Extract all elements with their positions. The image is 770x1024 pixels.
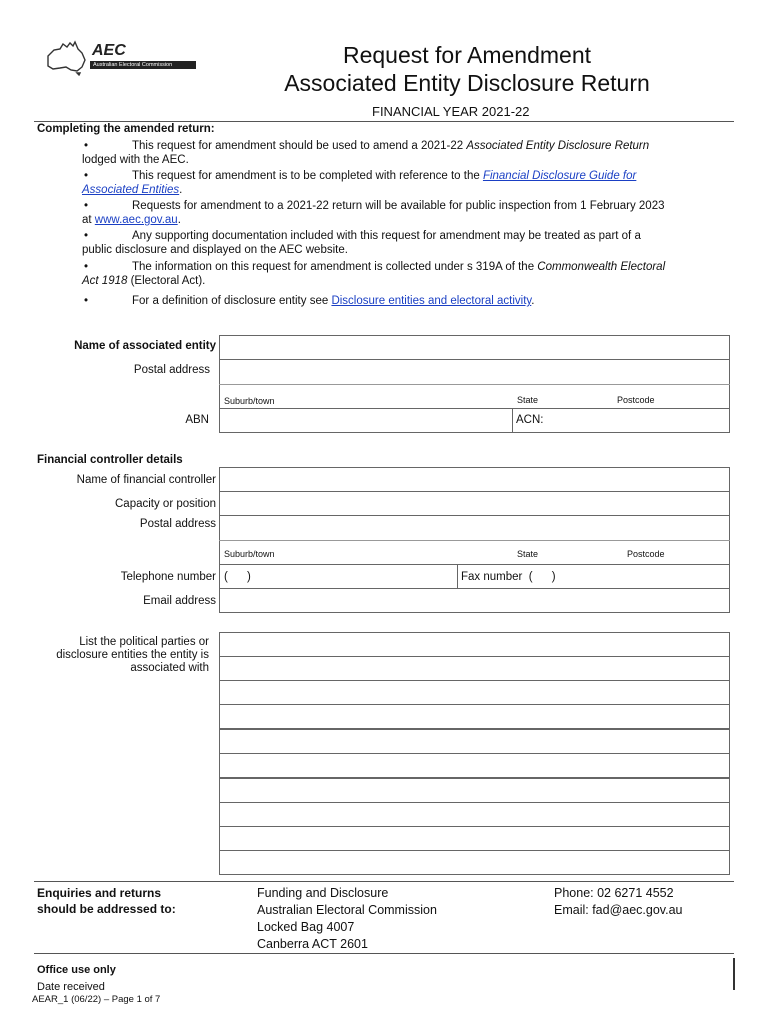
entity-postal-label: Postal address bbox=[133, 364, 210, 376]
office-use-vertical-rule bbox=[733, 958, 735, 990]
party-row-7[interactable] bbox=[219, 778, 730, 803]
header-divider bbox=[34, 121, 734, 122]
australia-map-icon bbox=[44, 40, 90, 76]
bullet-5: • The information on this request for amendment is collected under s 319A of the Commonwealth Electoral bbox=[84, 261, 666, 273]
logo-subtext: Australian Electoral Commission bbox=[90, 61, 196, 69]
financial-year: FINANCIAL YEAR 2021-22 bbox=[372, 104, 530, 119]
enquiries-address: Funding and Disclosure Australian Electoral Commission Locked Bag 4007 Canberra ACT 2601 bbox=[257, 886, 437, 951]
capacity-label: Capacity or position bbox=[115, 498, 216, 510]
entity-state-label: State bbox=[517, 395, 539, 405]
controller-name-label: Name of financial controller bbox=[76, 474, 216, 486]
enquiries-contact: Phone: 02 6271 4552 Email: fad@aec.gov.au bbox=[554, 886, 683, 917]
parties-label: List the political parties or disclosure entities the entity is associated with bbox=[56, 636, 209, 674]
acn-field[interactable] bbox=[512, 408, 730, 433]
bullet-3: • Requests for amendment to a 2021-22 return will be available for public inspection from 1 February 2023 bbox=[84, 200, 665, 212]
bullet-1-cont: lodged with the AEC. bbox=[82, 154, 189, 166]
date-received-label: Date received bbox=[37, 981, 105, 992]
controller-state-label: State bbox=[517, 549, 539, 559]
abn-label: ABN bbox=[185, 414, 209, 426]
disclosure-entities-link[interactable]: Disclosure entities and electoral activity bbox=[331, 295, 532, 307]
bullet-2-cont: Associated Entities. bbox=[82, 184, 183, 196]
email-label: Email address bbox=[143, 595, 216, 607]
page-title-line2: Associated Entity Disclosure Return bbox=[284, 70, 650, 96]
bullet-6: • For a definition of disclosure entity see Disclosure entities and electoral activity. bbox=[84, 295, 535, 307]
party-row-6[interactable] bbox=[219, 753, 730, 778]
enquiries-divider bbox=[34, 881, 734, 882]
party-row-4[interactable] bbox=[219, 704, 730, 729]
party-row-9[interactable] bbox=[219, 826, 730, 851]
bullet-4-cont: public disclosure and displayed on the AEC website. bbox=[82, 244, 348, 256]
entity-postcode-label: Postcode bbox=[617, 395, 655, 405]
entity-name-label: Name of associated entity bbox=[74, 340, 216, 352]
logo-text: AEC bbox=[92, 42, 126, 59]
party-row-1[interactable] bbox=[219, 632, 730, 657]
telephone-field[interactable] bbox=[219, 564, 458, 589]
fax-label: Fax number ( ) bbox=[461, 571, 556, 583]
footer-ref: AEAR_1 (06/22) – Page 1 of 7 bbox=[32, 994, 161, 1005]
capacity-field[interactable] bbox=[219, 491, 730, 516]
controller-name-field[interactable] bbox=[219, 467, 730, 492]
telephone-prefix: ( ) bbox=[224, 571, 251, 583]
enquiries-heading: Enquiries and returns should be addressed to: bbox=[37, 886, 176, 916]
page-title-line1: Request for Amendment bbox=[342, 42, 592, 68]
controller-postal-divider bbox=[219, 540, 730, 541]
controller-heading: Financial controller details bbox=[37, 454, 183, 466]
intro-heading: Completing the amended return: bbox=[37, 123, 215, 135]
party-row-3[interactable] bbox=[219, 680, 730, 705]
financial-disclosure-guide-link[interactable]: Financial Disclosure Guide for bbox=[482, 170, 637, 182]
office-use-heading: Office use only bbox=[37, 964, 116, 976]
entity-postal-divider bbox=[219, 384, 730, 385]
date-received-clip bbox=[37, 981, 105, 992]
controller-postcode-label: Postcode bbox=[627, 549, 665, 559]
bullet-3-cont: at www.aec.gov.au. bbox=[82, 214, 181, 226]
entity-suburb-label: Suburb/town bbox=[224, 396, 275, 406]
party-row-5[interactable] bbox=[219, 729, 730, 754]
bullet-5-cont: Act 1918 (Electoral Act). bbox=[82, 275, 206, 287]
abn-field[interactable] bbox=[219, 408, 513, 433]
entity-name-field[interactable] bbox=[219, 335, 730, 360]
telephone-label: Telephone number bbox=[120, 571, 216, 583]
bullet-4: • Any supporting documentation included with this request for amendment may be treated as part of a bbox=[84, 230, 641, 242]
bullet-1: • This request for amendment should be used to amend a 2021-22 Associated Entity Disclosure Return bbox=[84, 140, 650, 152]
party-row-8[interactable] bbox=[219, 802, 730, 827]
controller-postal-label: Postal address bbox=[139, 518, 216, 530]
aec-website-link[interactable]: www.aec.gov.au bbox=[94, 214, 178, 226]
controller-suburb-label: Suburb/town bbox=[224, 549, 275, 559]
bullet-2: • This request for amendment is to be completed with reference to the Financial Disclosure Guide for bbox=[84, 170, 637, 182]
associated-entities-link[interactable]: Associated Entities bbox=[82, 184, 180, 196]
email-field[interactable] bbox=[219, 588, 730, 613]
office-divider bbox=[34, 953, 734, 954]
party-row-10[interactable] bbox=[219, 850, 730, 875]
party-row-2[interactable] bbox=[219, 656, 730, 681]
acn-label: ACN: bbox=[516, 414, 544, 426]
